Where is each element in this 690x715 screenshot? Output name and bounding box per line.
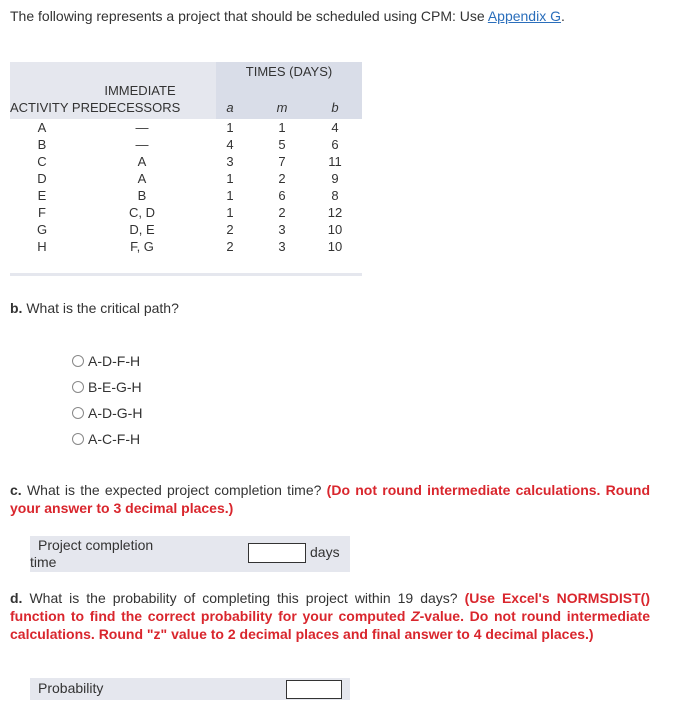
activity-cell: H <box>37 239 47 254</box>
m-cell: 3 <box>278 222 286 237</box>
table-row <box>10 119 362 136</box>
times-header: TIMES (DAYS) <box>245 64 333 79</box>
option-a-d-f-h[interactable] <box>72 348 142 374</box>
completion-time-row <box>30 536 350 572</box>
question-b-label: b. <box>10 300 23 316</box>
predecessor-cell: F, G <box>130 239 154 254</box>
activity-cell: E <box>37 188 47 203</box>
m-header: m <box>276 100 288 115</box>
radio-icon[interactable] <box>72 355 84 367</box>
table-row <box>10 170 362 187</box>
m-cell: 5 <box>278 137 286 152</box>
intro-text <box>10 8 630 25</box>
table-row <box>10 153 362 170</box>
activity-cell: A <box>37 120 47 135</box>
activity-cell: D <box>37 171 47 186</box>
question-d-instruction-1: (Use Excel's NORMSDIST() function to find the correct probability for your computed <box>10 590 650 624</box>
radio-icon[interactable] <box>72 433 84 445</box>
option-b-e-g-h[interactable] <box>72 374 142 400</box>
probability-row <box>30 678 350 700</box>
completion-time-label-2: time <box>30 554 57 570</box>
probability-input[interactable] <box>286 680 342 699</box>
intro-suffix: . <box>561 8 565 24</box>
question-d-text: What is the probability of completing this project within 19 days? <box>29 590 458 606</box>
option-label: A-D-G-H <box>88 405 143 421</box>
table-row <box>10 136 362 153</box>
predecessor-cell: C, D <box>129 205 155 220</box>
b-header: b <box>331 100 339 115</box>
m-cell: 3 <box>278 239 286 254</box>
question-c <box>10 481 650 517</box>
predecessor-cell: — <box>135 120 149 135</box>
a-header: a <box>226 100 234 115</box>
a-cell: 2 <box>226 239 234 254</box>
b-cell: 10 <box>327 239 343 254</box>
radio-icon[interactable] <box>72 381 84 393</box>
m-cell: 2 <box>278 205 286 220</box>
appendix-link[interactable]: Appendix G <box>487 8 561 24</box>
predecessor-cell: A <box>137 154 147 169</box>
option-label: A-D-F-H <box>88 353 141 369</box>
activity-table <box>10 62 362 276</box>
activity-header <box>10 100 180 115</box>
days-unit-label: days <box>310 544 340 560</box>
predecessor-cell: — <box>135 137 149 152</box>
predecessor-cell: A <box>137 171 147 186</box>
question-d-instruction-2: -value. Do not round intermediate calculations. Round "z" value to 2 decimal places and final answer to 4 decimal places.) <box>10 608 651 642</box>
question-b-text: What is the critical path? <box>26 300 179 316</box>
intro-sentence: The following represents a project that should be scheduled using CPM: Use <box>10 8 488 24</box>
question-c-text: What is the expected project completion time? <box>26 482 322 498</box>
m-cell: 7 <box>278 154 286 169</box>
critical-path-options <box>72 348 142 452</box>
table-row <box>10 187 362 204</box>
table-row <box>10 204 362 221</box>
table-body <box>10 119 362 255</box>
probability-label: Probability <box>38 680 104 696</box>
m-cell: 1 <box>278 120 286 135</box>
a-cell: 2 <box>226 222 234 237</box>
m-cell: 2 <box>278 171 286 186</box>
completion-time-input[interactable] <box>248 543 306 563</box>
predecessor-cell: B <box>137 188 147 203</box>
predecessors-header-label: PREDECESSORS <box>71 100 181 115</box>
completion-time-label-1: Project completion <box>38 537 154 553</box>
b-cell: 11 <box>328 154 342 169</box>
question-c-label: c. <box>10 482 22 498</box>
b-cell: 12 <box>327 205 343 220</box>
activity-header-label: ACTIVITY <box>10 100 69 115</box>
immediate-header: IMMEDIATE <box>104 83 176 98</box>
question-c-instruction: (Do not round intermediate calculations. Round your answer to 3 decimal places.) <box>10 482 650 516</box>
question-d-label: d. <box>10 590 23 606</box>
question-d-instruction-z: Z <box>411 608 420 624</box>
option-a-d-g-h[interactable] <box>72 400 142 426</box>
a-cell: 4 <box>226 137 234 152</box>
activity-cell: G <box>36 222 48 237</box>
a-cell: 1 <box>226 188 234 203</box>
b-cell: 6 <box>331 137 339 152</box>
a-cell: 1 <box>226 205 234 220</box>
table-bottom-border <box>10 273 362 276</box>
activity-cell: F <box>38 205 46 220</box>
b-cell: 8 <box>331 188 339 203</box>
option-a-c-f-h[interactable] <box>72 426 142 452</box>
option-label: A-C-F-H <box>88 431 141 447</box>
a-cell: 3 <box>226 154 234 169</box>
activity-cell: C <box>37 154 47 169</box>
table-row <box>10 221 362 238</box>
predecessor-cell: D, E <box>129 222 155 237</box>
table-row <box>10 238 362 255</box>
b-cell: 10 <box>327 222 343 237</box>
b-cell: 9 <box>331 171 339 186</box>
option-label: B-E-G-H <box>88 379 142 395</box>
a-cell: 1 <box>226 120 234 135</box>
b-cell: 4 <box>331 120 339 135</box>
a-cell: 1 <box>226 171 234 186</box>
question-d <box>10 589 650 643</box>
radio-icon[interactable] <box>72 407 84 419</box>
question-b <box>10 299 179 317</box>
activity-cell: B <box>37 137 47 152</box>
m-cell: 6 <box>278 188 286 203</box>
